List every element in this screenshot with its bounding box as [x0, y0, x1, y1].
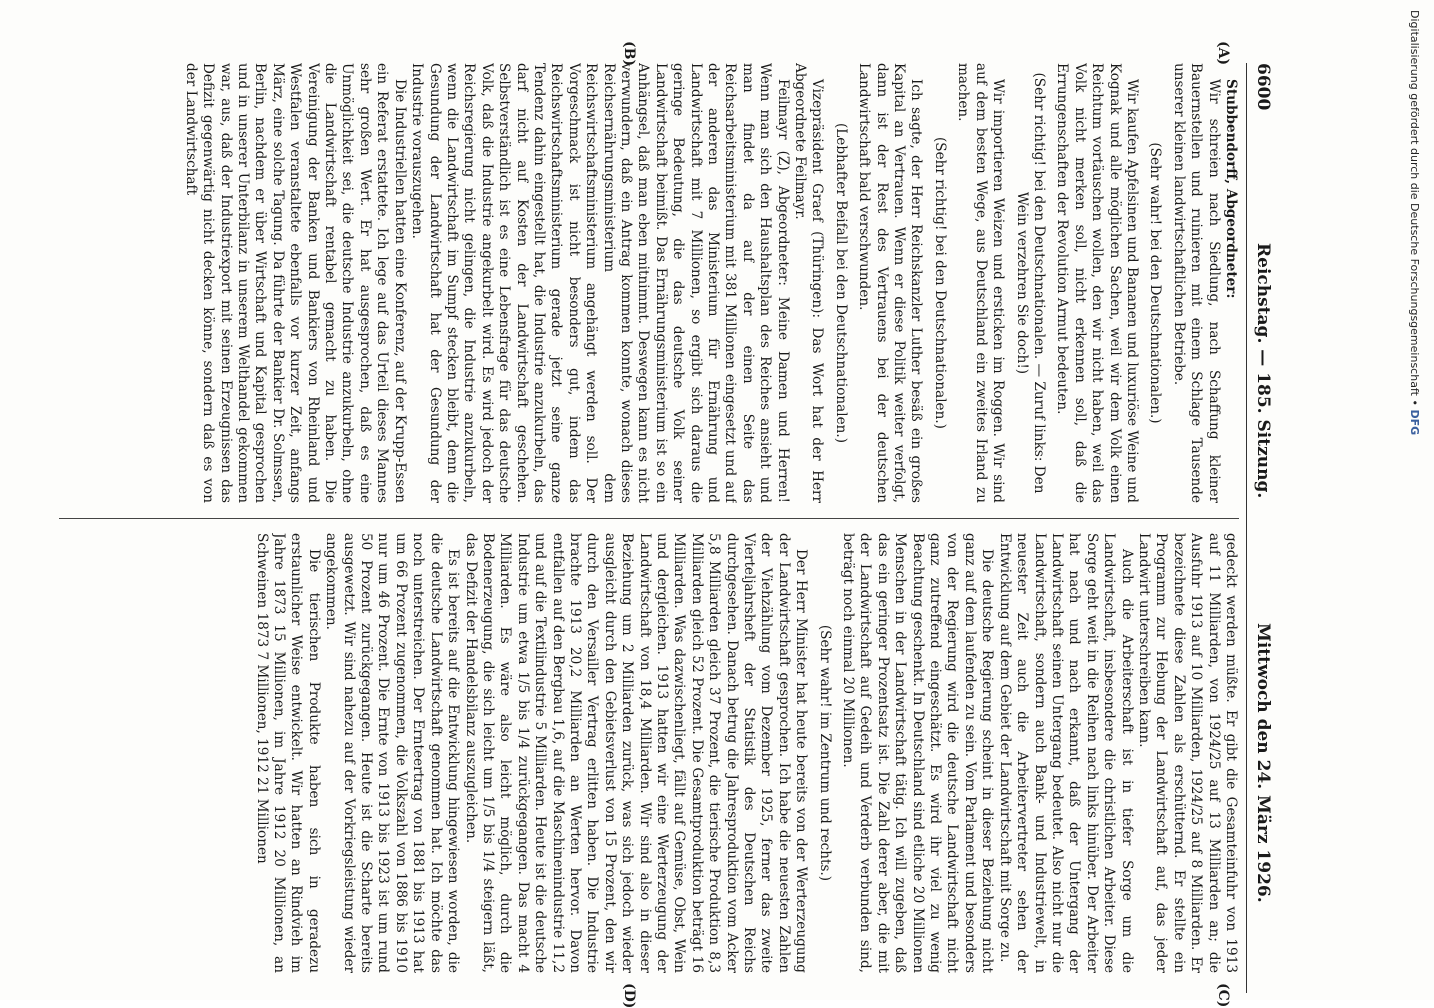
- interjection: (Lebhafter Beifall bei den Deutschnationalen.): [832, 122, 849, 444]
- interjection: (Sehr richtig! bei den Deutschnationalen. — Zuruf links: Den Wein verzehren Sie doch!): [1013, 72, 1047, 494]
- interjection: (Sehr wahr! im Zentrum und rechts.): [816, 624, 833, 882]
- speaker-line: Stubbendorff, Abgeordneter:: [1223, 79, 1239, 299]
- running-head-right-title: Mittwoch den 24. März 1926.: [1253, 623, 1273, 903]
- margin-marker-c: (C): [1215, 983, 1231, 1008]
- paragraph: Es ist bereits auf die Entwicklung hingewiesen worden, die die deutsche Landwirtschaft genommen hat. Ich möchte das noch unterstreichen. Der Ernteertrag von 1881 bis 1913 hat um 66 Prozent zugenommen, die Volkszahl von 1886 bis 1910 nur um 46 Prozent. Die Ernte von 1913 bis 1923 ist um rund 50 Prozent zurückgegangen. Heute ist die Scharte bereits ausgewetzt. Wir sind nahezu auf der Vorkriegsleistung wieder angekommen.: [323, 533, 462, 973]
- running-head-left-title: Reichstag. — 185. Sitzung.: [1253, 243, 1273, 499]
- funding-note: Digitalisierung gefördert durch die Deutsche Forschungsgemeinschaft • DFG: [1408, 10, 1421, 436]
- paragraph: Der Herr Minister hat heute bereits von der Werterzeugung der Landwirtschaft gesprochen. Ich habe die neuesten Zahlen der Viehzählung vom Dezember 1925, ferner das zweite Vierteljahrsheft der Statistik des Deutschen Reichs durchgesehen. Danach betrug die Jahresproduktion vom Acker 5,8 Milliarden gleich 37 Prozent, die tierische Produktion 8,3 Milliarden gleich 52 Prozent. Die Gesamtproduktion beträgt 16 Milliarden. Was dazwischenliegt, fällt auf Gemüse, Obst, Wein und dergleichen. 1913 hatten wir eine Werterzeugung der Landwirtschaft von 18,4 Milliarden. Wir sind also in dieser Beziehung um 2 Milliarden zurück, was sich jedoch wieder ausgleicht durch den Gebietsverlust von 15 Prozent, den wir durch den Versailler Vertrag erlitten haben. Die Industrie brachte 1913 20,2 Milliarden an Werten hervor. Davon entfallen auf den Bergbau 1,6, auf die Maschinenindustrie 11,2 und auf die Textilindustrie 5 Milliarden. Heute ist die deutsche Industrie um etwa 1/5 bis 1/4 zurückgegangen. Das macht 4 Milliarden. Es wäre also leicht möglich, durch die Bodenerzeugung, die sich leicht um 1/5 bis 1/4 steigern läßt, das Defizit der Handelsbilanz auszugleichen.: [462, 533, 810, 973]
- rotated-page: [47, 41, 1277, 1008]
- left-column: [59, 63, 1239, 503]
- interjection: (Sehr wahr! bei den Deutschnationalen.): [1147, 142, 1164, 424]
- paragraph: Feilmayr (Z), Abgeordneter: Meine Damen und Herren! Wenn man sich den Haushaltsplan des Reiches ansieht und man findet da auf der einen Seite das Reichsarbeitsministerium mit 381 Millionen eingesetzt und auf der anderen das Ministerium für Ernährung und Landwirtschaft mit 7 Millionen, so ergibt sich daraus die geringe Bedeutung, die das deutsche Volk seiner Landwirtschaft beimißt. Das Ernährungsministerium ist so ein Anhängsel, daß man eben mitnimmt. Deswegen kann es nicht verwundern, daß ein Antrag kommen konnte, wonach dieses Reichsernährungsministerium dem Reichswirtschaftsministerium angehängt werden soll. Der Vorgeschmack ist nicht besonders gut, indem das Reichswirtschaftsministerium gerade jetzt seine ganze Tendenz dahin eingestellt hat, die Industrie anzukurbeln, das darf nicht auf Kosten der Landwirtschaft geschehen. Selbstverständlich ist es eine Lebensfrage für das deutsche Volk, daß die Industrie angekurbelt wird. Es wird jedoch der Reichsregierung nicht gelingen, die Industrie anzukurbeln, wenn die Landwirtschaft im Sumpf stecken bleibt, denn die Gesundung der Landwirtschaft hat der Gesundung der Industrie vorauszugehen.: [409, 63, 791, 503]
- paragraph: Wir importieren Weizen und ersticken im Roggen. Wir sind auf dem besten Wege, aus Deutschland ein zweites Irland zu machen.: [955, 63, 1007, 503]
- right-column: [59, 533, 1239, 973]
- paragraph: Auch die Arbeiterschaft ist in tiefer Sorge um die Landwirtschaft, insbesondere die christlichen Arbeiter. Diese Sorge geht weit in die Reihen nach links hinüber. Der Arbeiter hat nach und nach erkannt, daß der Untergang der Landwirtschaft seinen Untergang bedeutet. Also nicht nur die Landwirtschaft, sondern auch Bank- und Industriewelt, in neuester Zeit auch die Arbeitervertreter sehen der Entwicklung auf dem Gebiet der Landwirtschaft mit Sorge zu.: [996, 533, 1135, 973]
- paragraph: Ich sagte, der Herr Reichskanzler Luther besäß ein großes Kapital an Vertrauen. Wenn er diese Politik weiter verfolgt, dann ist der Rest des Vertrauens bei der deutschen Landwirtschaft bald verschwunden.: [856, 63, 925, 503]
- page-number: 6600: [1253, 63, 1273, 111]
- margin-marker-a: (A): [1215, 41, 1231, 66]
- paragraph: Wir kaufen Apfelsinen und Bananen und luxuriöse Weine und Kognak und alle möglichen Sachen, weil wir dem Volk einen Reichtum vortäuschen wollen, den wir nicht haben, weil das Volk nicht merken soll, nicht erkennen soll, daß die Errungenschaften der Revolution Armut bedeuten.: [1054, 63, 1140, 503]
- paragraph: Vizepräsident Graef (Thüringen): Das Wort hat der Herr Abgeordnete Feilmayr.: [792, 63, 826, 503]
- margin-marker-b: (B): [621, 41, 637, 67]
- margin-marker-d: (D): [621, 983, 637, 1008]
- running-head: [1246, 63, 1277, 993]
- paragraph: Die tierischen Produkte haben sich in geradezu erstaunlicher Weise entwickelt. Wir hatten an Rindvieh im Jahre 1873 15 Millionen, im Jahre 1912 20 Millionen, an Schweinen 1873 7 Millionen, 1912 21 Millionen: [253, 533, 322, 973]
- paragraph: gedeckt werden müßte. Er gibt die Gesamteinfuhr von 1913 auf 11 Milliarden, von 1924/25 auf 13 Milliarden an; die Ausfuhr 1913 auf 10 Milliarden, 1924/25 auf 8 Milliarden. Er bezeichnete diese Zahlen als erschütternd. Er stellte ein Programm zur Hebung der Landwirtschaft auf, das jeder Landwirt unterschreiben kann.: [1135, 533, 1239, 973]
- paragraph: Die deutsche Regierung scheint in dieser Beziehung nicht ganz auf dem laufenden zu sein. Vom Parlament und besonders von der Regierung wird die deutsche Landwirtschaft nicht ganz zutreffend eingeschätzt. Es wird ihr viel zu wenig Beachtung geschenkt. In Deutschland sind etliche 20 Millionen Menschen in der Landwirtschaft tätig. Ich will zugeben, daß das ein geringer Prozentsatz ist. Die Zahl derer aber, die mit der Landwirtschaft auf Gedeih und Verderb verbunden sind, beträgt noch einmal 20 Millionen.: [840, 533, 996, 973]
- column-divider: [59, 518, 1239, 519]
- funding-note-text: Digitalisierung gefördert durch die Deutsche Forschungsgemeinschaft: [1408, 10, 1421, 396]
- dfg-logo: DFG: [1408, 409, 1421, 436]
- paragraph: Die Industriellen hatten eine Konferenz, auf der Krupp-Essen ein Referat erstattete. Ich lege auf das Urteil dieses Mannes sehr großen Wert. Er hat ausgesprochen, daß es eine Unmöglichkeit sei, die deutsche Industrie anzukurbeln, ohne die Landwirtschaft rentabel gemacht zu haben. Die Vereinigung der Banken und Bankiers von Rheinland und Westfalen veranstaltete ebenfalls vor kurzer Zeit, anfangs März, eine solche Tagung. Da führte der Bankier Dr. Solmssen, Berlin, nachdem er über Wirtschaft und Kapital gesprochen und in unserer Unterbilanz in unserem Welthandel gekommen war, aus, daß der Industriexport mit seinen Erzeugnissen das Defizit gegenwärtig nicht decken könne, sondern daß es von der Landwirtschaft: [182, 63, 408, 503]
- paragraph: Wir schreien nach Siedlung, nach Schaffung kleiner Bauernstellen und ruinieren mit einem Schlage Tausende unserer kleinen landwirtschaftlichen Betriebe.: [1170, 63, 1222, 503]
- interjection: (Sehr richtig! bei den Deutschnationalen.): [931, 137, 948, 429]
